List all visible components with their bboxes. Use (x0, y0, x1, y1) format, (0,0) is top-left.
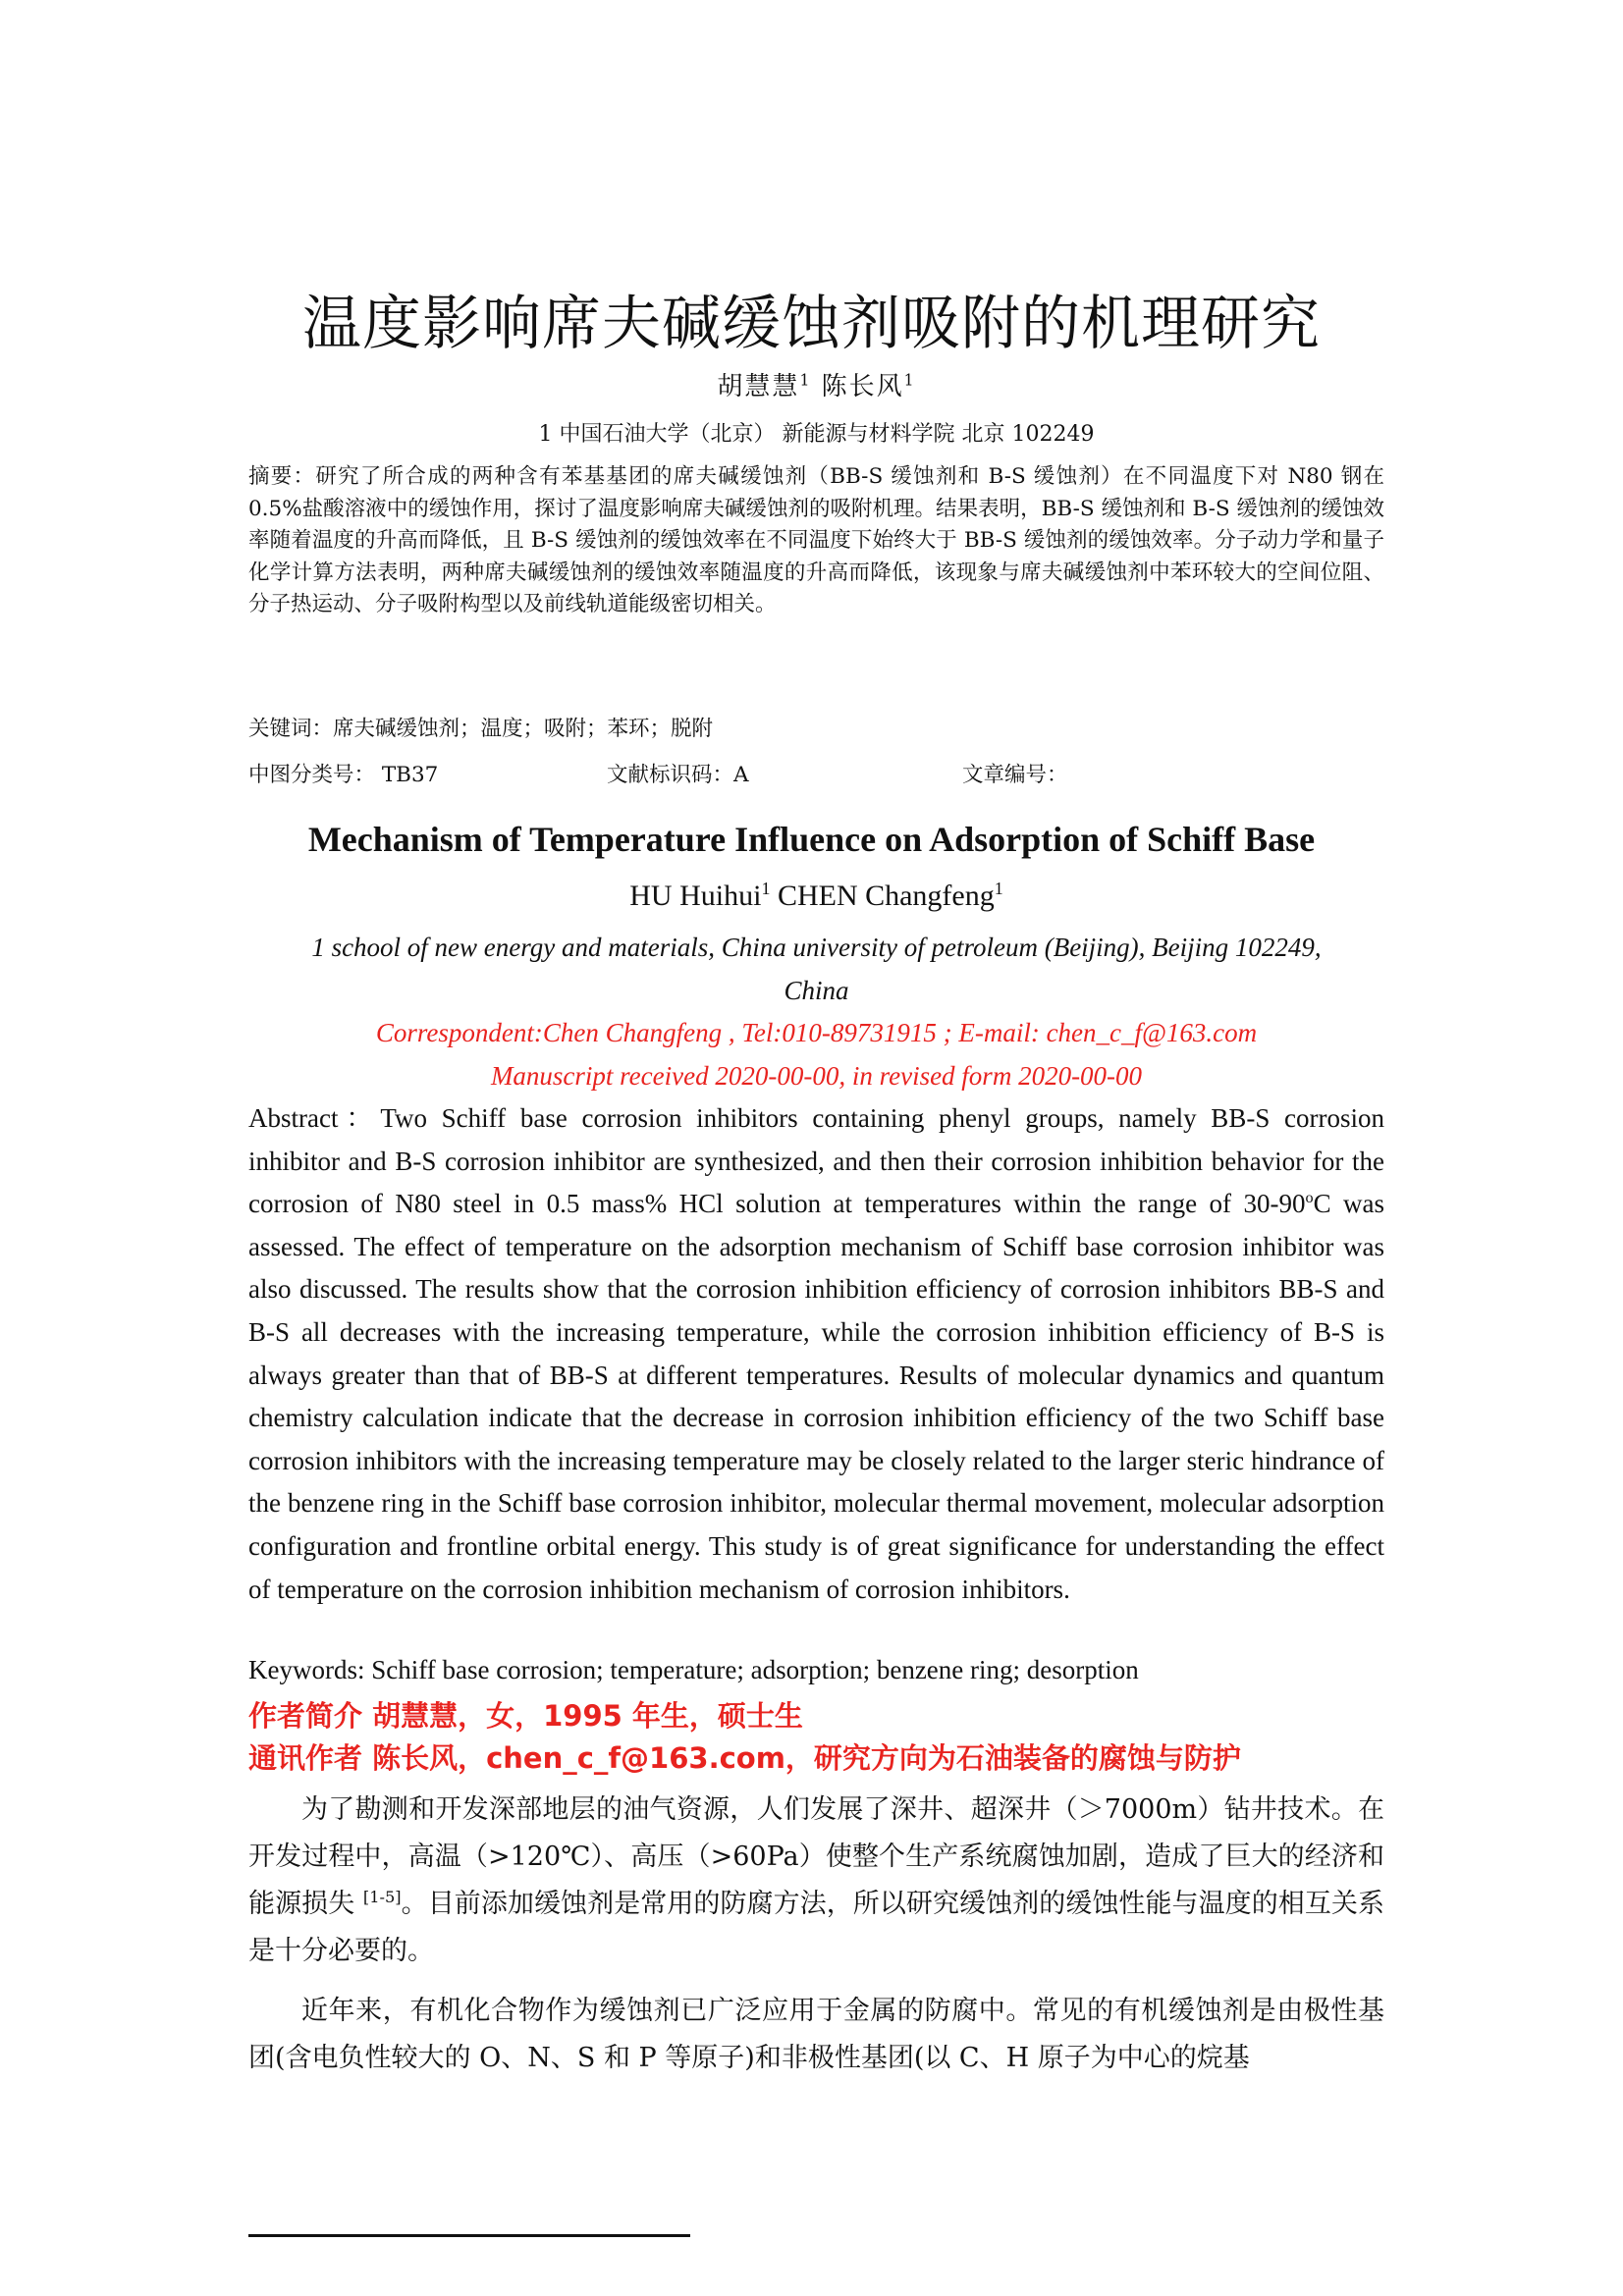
author-1-en-affil-mark: 1 (761, 879, 771, 898)
para1-text: 为了勘测和开发深部地层的油气资源，人们发展了深井、超深井（＞7000m）钻井技术。在开发过程中，高温（>120℃）、高压（>60Pa）使整个生产系统腐蚀加剧，造成了巨大的经济和能源损失 (248, 1794, 1384, 1919)
para1-text2: 。目前添加缓蚀剂是常用的防腐方法，所以研究缓蚀剂的缓蚀性能与温度的相互关系是十分必要的。 (248, 1889, 1384, 1966)
document-code: 文献标识码：A (607, 763, 749, 787)
author-1-cn: 胡慧慧 (717, 372, 800, 401)
chinese-abstract: 摘要：研究了所合成的两种含有苯基基团的席夫碱缓蚀剂（BB-S 缓蚀剂和 B-S 缓蚀剂）在不同温度下对 N80 钢在 0.5%盐酸溶液中的缓蚀作用，探讨了温度影响席夫碱缓蚀剂的吸附机理。结果表明，BB-S 缓蚀剂和 B-S 缓蚀剂的缓蚀效率随着温度的升高而降低，且 B-S 缓蚀剂的缓蚀效率在不同温度下始终大于 BB-S 缓蚀剂的缓蚀效率。分子动力学和量子化学计算方法表明，两种席夫碱缓蚀剂的缓蚀效率随温度的升高而降低，该现象与席夫碱缓蚀剂中苯环较大的空间位阻、分子热运动、分子吸附构型以及前线轨道能级密切相关。 (248, 464, 1384, 616)
correspondent-info: Correspondent:Chen Changfeng , Tel:010-89731915 ; E-mail: chen_c_f@163.com (375, 1018, 1258, 1047)
author-2-affil-mark: 1 (903, 371, 916, 390)
chinese-authors (248, 369, 1384, 404)
footnote-divider (248, 2234, 690, 2237)
manuscript-dates: Manuscript received 2020-00-00, in revised form 2020-00-00 (490, 1061, 1143, 1091)
english-authors (248, 877, 1384, 916)
author-2-en: CHEN Changfeng (770, 880, 995, 912)
author-bio: 作者简介 胡慧慧，女，1995 年生，硕士生 (248, 1699, 803, 1733)
classification-row (248, 761, 1384, 790)
english-abstract (248, 1097, 1384, 1611)
author-1-en: HU Huihui (629, 880, 762, 912)
degree-mark: o (1305, 1189, 1314, 1207)
author-2-en-affil-mark: 1 (994, 879, 1003, 898)
citation-ref: [1-5] (362, 1888, 402, 1906)
author-1-affil-mark: 1 (799, 371, 812, 390)
english-title: Mechanism of Temperature Influence on Adsorption of Schiff Base (307, 820, 1316, 859)
clc-number: 中图分类号： TB37 (248, 763, 439, 787)
chinese-title: 温度影响席夫碱缓蚀剂吸附的机理研究 (302, 290, 1321, 358)
english-affiliation: 1 school of new energy and materials, China university of petroleum (Beijing), Beijing 102249, China (311, 933, 1322, 1005)
body-paragraph-2: 近年来，有机化合物作为缓蚀剂已广泛应用于金属的防腐中。常见的有机缓蚀剂是由极性基团(含电负性较大的 O、N、S 和 P 等原子)和非极性基团(以 C、H 原子为中心的烷基 (248, 1996, 1384, 2073)
chinese-keywords: 关键词：席夫碱缓蚀剂；温度；吸附；苯环；脱附 (248, 717, 714, 741)
body-paragraph-1 (248, 1787, 1384, 1975)
article-number: 文章编号： (962, 763, 1068, 787)
abstract-en-part1: Abstract：Two Schiff base corrosion inhibitors containing phenyl groups, namely BB-S corrosion inhibitor and B-S corrosion inhibitor are synthesized, and then their corrosion inhibition behavior for the corrosion of N80 steel in 0.5 mass% HCl solution at temperatures within the range of 30-90 (248, 1103, 1384, 1219)
chinese-affiliation: 1 中国石油大学（北京） 新能源与材料学院 北京 102249 (538, 422, 1095, 447)
abstract-en-part2: C was assessed. The effect of temperature on the adsorption mechanism of Schiff base corrosion inhibitor was also discussed. The results show that the corrosion inhibition efficiency of corrosion inhibitors BB-S and B-S all decreases with the increasing temperature, while the corrosion inhibition efficiency of B-S is always greater than that of BB-S at different temperatures. Results of molecular dynamics and quantum chemistry calculation indicate that the decrease in corrosion inhibition efficiency of the two Schiff base corrosion inhibitors with the increasing temperature may be closely related to the larger steric hindrance of the benzene ring in the Schiff base corrosion inhibitor, molecular thermal movement, molecular adsorption configuration and frontline orbital energy. This study is of great significance for understanding the effect of temperature on the corrosion inhibition mechanism of corrosion inhibitors. (248, 1189, 1384, 1604)
english-keywords: Keywords: Schiff base corrosion; temperature; adsorption; benzene ring; desorption (248, 1655, 1139, 1684)
author-2-cn: 陈长风 (821, 372, 904, 401)
corresponding-author-bio: 通讯作者 陈长风，chen_c_f@163.com，研究方向为石油装备的腐蚀与防护 (248, 1741, 1241, 1775)
